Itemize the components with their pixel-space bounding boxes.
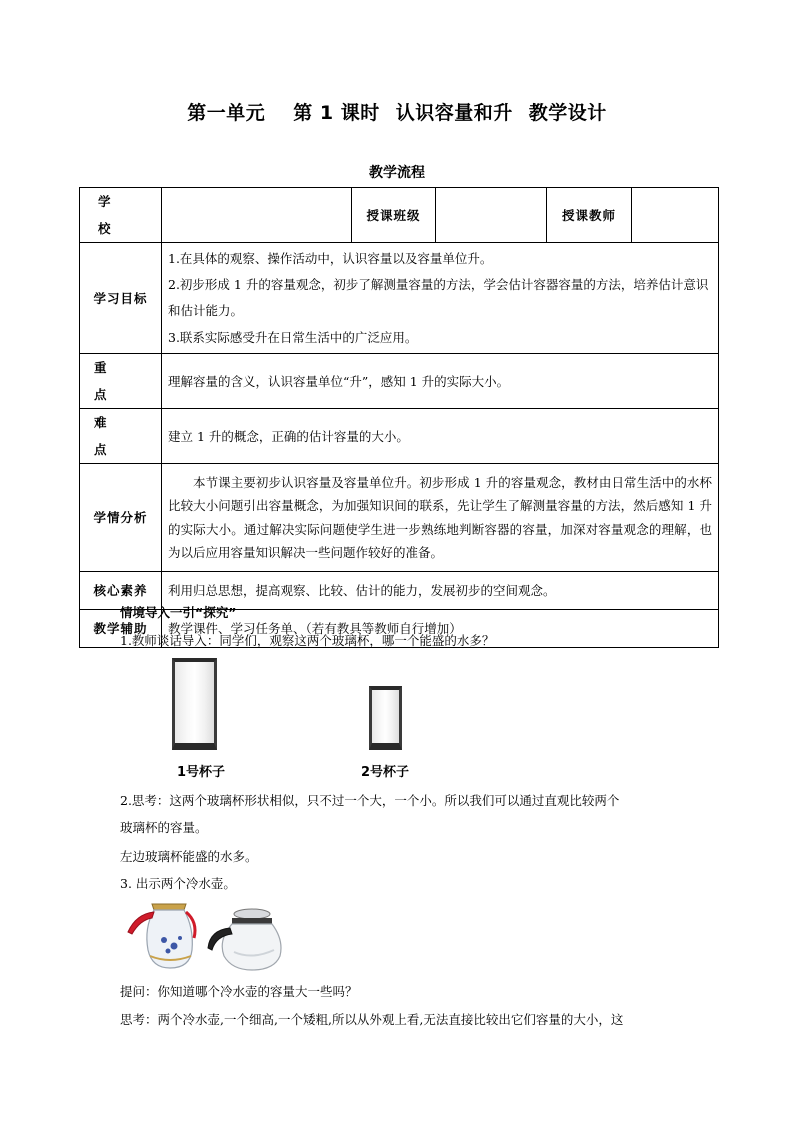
key-text: 理解容量的含义，认识容量单位“升”，感知 1 升的实际大小。 xyxy=(162,354,719,409)
paragraph: 玻璃杯的容量。 xyxy=(120,820,208,835)
cup-2-image xyxy=(369,686,402,750)
jug-1-image xyxy=(122,898,202,974)
title-type: 教学设计 xyxy=(528,102,607,124)
table-row xyxy=(80,243,719,354)
jug-2-image xyxy=(204,904,284,974)
paragraph: 1.教师谈话导入：同学们，观察这两个玻璃杯，哪一个能盛的水多？ xyxy=(120,633,495,648)
paragraph: 左边玻璃杯能盛的水多。 xyxy=(120,849,258,864)
table-row xyxy=(80,464,719,572)
analysis-label: 学情分析 xyxy=(80,464,162,572)
class-value[interactable] xyxy=(436,188,547,243)
goals-label: 学习目标 xyxy=(80,243,162,354)
title-topic: 认识容量和升 xyxy=(395,102,513,124)
key-label: 重 点 xyxy=(80,354,162,409)
paragraph: 提问：你知道哪个冷水壶的容量大一些吗？ xyxy=(120,984,358,999)
difficulty-text: 建立 1 升的概念，正确的估计容量的大小。 xyxy=(162,409,719,464)
paragraph: 3. 出示两个冷水壶。 xyxy=(120,876,236,891)
cup-1-image xyxy=(172,658,217,750)
paragraph: 思考：两个冷水壶,一个细高,一个矮粗,所以从外观上看,无法直接比较出它们容量的大小，这 xyxy=(120,1012,624,1027)
cup-2-caption: 2号杯子 xyxy=(361,765,410,780)
paragraph: 2.思考：这两个玻璃杯形状相似，只不过一个大，一个小。所以我们可以通过直观比较两个 xyxy=(120,793,620,808)
goal-item: 2.初步形成 1 升的容量观念，初步了解测量容量的方法，学会估计容器容量的方法，培养估计意识和估计能力。 xyxy=(168,277,709,318)
literacy-text: 利用归总思想，提高观察、比较、估计的能力，发展初步的空间观念。 xyxy=(162,572,719,610)
school-label: 学 校 xyxy=(80,188,162,243)
title-lesson: 第 1 课时 xyxy=(293,102,380,124)
lesson-plan-table xyxy=(79,187,719,648)
aids-text: 教学课件、学习任务单、（若有教具等教师自行增加） xyxy=(162,610,719,648)
title-unit: 第一单元 xyxy=(187,102,266,124)
teacher-label: 授课教师 xyxy=(547,188,632,243)
analysis-text: 本节课主要初步认识容量及容量单位升。初步形成 1 升的容量观念，教材由日常生活中的水杯比较大小问题引出容量概念，为加强知识间的联系，先让学生了解测量容量的方法，然后感知 1 升的实际大小。通过解决实际问题使学生进一步熟练地判断容器的容量，加深对容量观念的理解，也为以后应用容量知识解决一些问题作较好的准备。 xyxy=(162,464,719,572)
table-row xyxy=(80,188,719,243)
cup-1-caption: 1号杯子 xyxy=(177,765,226,780)
page-title xyxy=(0,98,794,125)
table-row xyxy=(80,354,719,409)
school-value[interactable] xyxy=(162,188,352,243)
class-label: 授课班级 xyxy=(352,188,436,243)
table-row xyxy=(80,409,719,464)
goal-item: 1.在具体的观察、操作活动中，认识容量以及容量单位升。 xyxy=(168,250,493,266)
aids-label: 教学辅助 xyxy=(80,610,162,648)
goals-cell xyxy=(162,243,719,354)
goal-item: 3.联系实际感受升在日常生活中的广泛应用。 xyxy=(168,330,418,345)
difficulty-label: 难 点 xyxy=(80,409,162,464)
section-subtitle: 教学流程 xyxy=(369,165,425,181)
section-heading: 情境导入一引“探究” xyxy=(120,605,237,620)
teacher-value[interactable] xyxy=(632,188,719,243)
literacy-label: 核心素养 xyxy=(80,572,162,610)
